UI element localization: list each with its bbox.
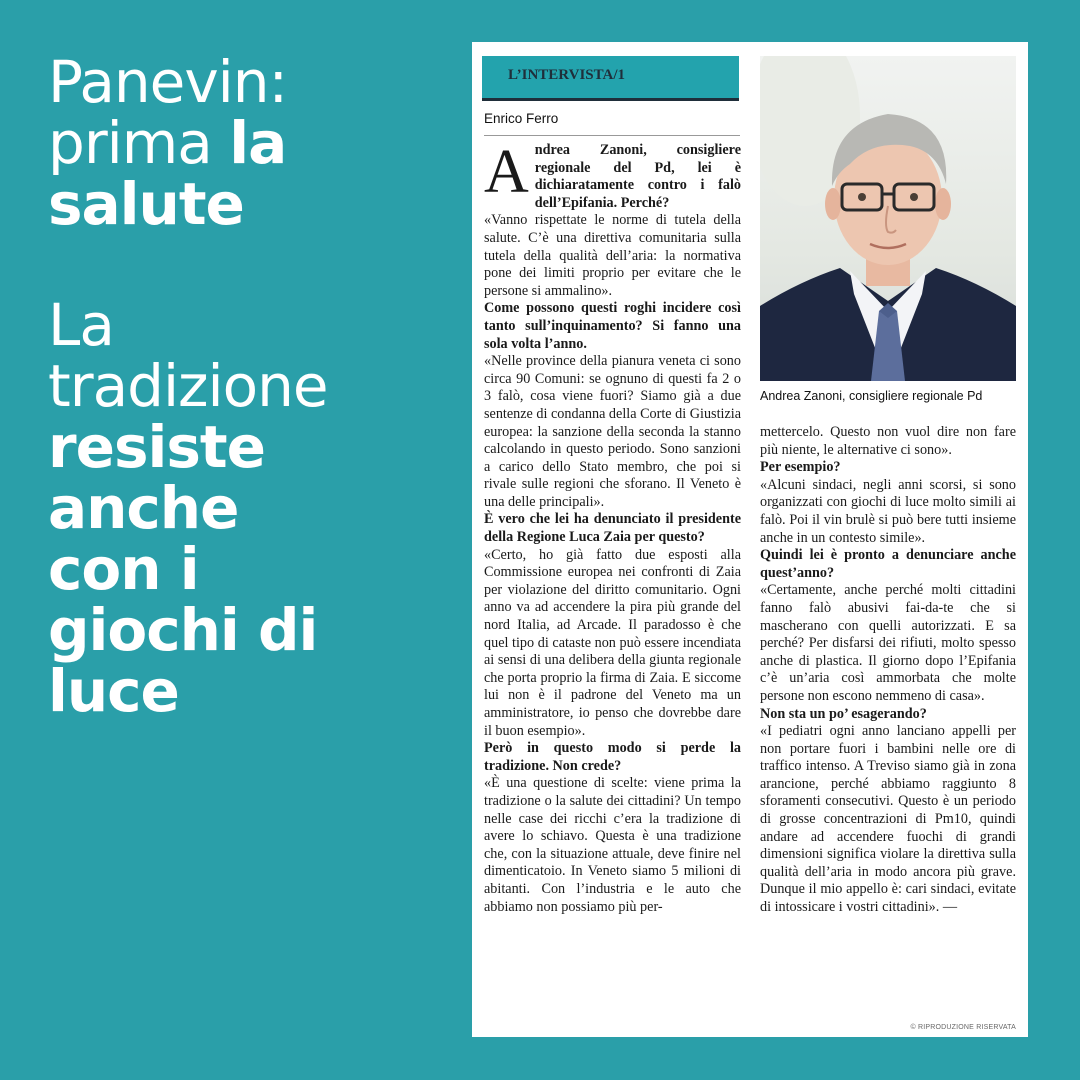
drop-cap: A [484, 138, 529, 206]
article-column-2 [760, 424, 1016, 917]
headline-line: luce [48, 657, 179, 725]
headline-line: salute [48, 170, 244, 238]
interview-kicker [482, 56, 739, 101]
headline-line: La [48, 291, 114, 359]
byline: Enrico Ferro [484, 111, 740, 136]
headline-line: con i [48, 535, 199, 603]
lead-question: ndrea Zanoni, consigliere regionale del Pd, lei è dichiaratamente contro i falò dell’Epifania. Perché? [534, 142, 741, 211]
headline-text: prima [48, 109, 230, 177]
copyright-notice: © RIPRODUZIONE RISERVATA [910, 1024, 1016, 1031]
headline-part-2 [48, 291, 448, 725]
answer: «I pediatri ogni anno lanciano appelli per non portare fuori i bambini nelle ore di traffico intenso. A Treviso siamo già in zona arancione, perché abbiamo raggiunto 8 sforamenti consecutivi. Questo è un periodo di grosse concentrazioni di Pm10, quindi andare ad accendere fuochi di grandi dimensioni significa violare la direttiva sulla qualità dell’aria in modo ancora più grave. Dunque il mio appello è: cari sindaci, evitate di intossicare i vostri cittadini». — [760, 723, 1016, 916]
answer: «Certo, ho già fatto due esposti alla Commissione europea nei confronti di Zaia per violazione del diritto comunitario. Ogni anno va ad accendere la pira più grande del nord Italia, ad Arcade. Il paradosso è che quel tipo di cataste non può essere incendiata ai sensi di una delibera della giunta regionale che porta proprio la firma di Zaia. E siccome lui non è il padrone del Veneto ma un amministratore, io penso che dovrebbe dare il buon esempio». [484, 546, 741, 739]
headline-line: anche [48, 474, 239, 542]
headline-line: tradizione [48, 352, 328, 420]
question: È vero che lei ha denunciato il presidente della Regione Luca Zaia per questo? [484, 511, 741, 546]
headline [48, 48, 448, 725]
headline-text: la [229, 109, 287, 177]
answer: «Alcuni sindaci, negli anni scorsi, si sono organizzati con giochi di luce molto simili ai falò. Poi il vin brulè si può bere tutti insieme anche in un contesto simile». [760, 476, 1016, 546]
lead-paragraph [484, 138, 741, 212]
article-column-1 [484, 138, 741, 916]
question: Non sta un po’ esagerando? [760, 705, 927, 722]
headline-line: Panevin: [48, 48, 288, 116]
question: Quindi lei è pronto a denunciare anche quest’anno? [760, 547, 1016, 581]
answer: «Certamente, anche perché molti cittadini fanno falò abusivi fai-da-te che si mascherano con quelli autorizzati. E sa perché? Per disfarsi dei rifiuti, molto spesso anche di plastica. Il giorno dopo l’Epifania c’è un’aria così ammorbata che molte persone non escono nemmeno di casa». [760, 582, 1016, 704]
answer: «Vanno rispettate le norme di tutela della salute. C’è una direttiva comunitaria sulla tutela della qualità dell’aria: la normativa pone dei limiti proprio per evitare che le persone si ammalino». [484, 212, 741, 299]
question: Però in questo modo si perde la tradizione. Non crede? [484, 740, 741, 774]
question: Per esempio? [760, 459, 841, 476]
kicker-label: L’INTERVISTA/1 [508, 67, 626, 83]
portrait-image [760, 56, 1016, 381]
headline-line: giochi di [48, 596, 318, 664]
headline-line [48, 109, 448, 177]
portrait-photo [760, 56, 1016, 381]
headline-line: resiste [48, 413, 265, 481]
answer: «È una questione di scelte: viene prima la tradizione o la salute dei cittadini? Un tempo nelle case dei ricchi c’era la tradizione di avere lo schiavo. Questa è una tradizione che, con la situazione attuale, deve finire nel dimenticatoio. In Veneto siamo 5 milioni di abitanti. Con l’industria e le auto che abbiamo non possiamo più per- [484, 775, 741, 915]
photo-caption: Andrea Zanoni, consigliere regionale Pd [760, 389, 983, 403]
newspaper-clipping [472, 42, 1028, 1037]
headline-part-1 [48, 48, 448, 238]
answer: mettercelo. Questo non vuol dire non fare più niente, le alternative ci sono». [760, 424, 1016, 458]
answer: «Nelle province della pianura veneta ci sono circa 90 Comuni: se ognuno di questi fa 2 o 3 falò, cosa viene fuori? Siamo già a due sentenze di condanna della Corte di Giustizia europea: la sanzione della seconda la stanno calcolando in questo periodo. Sono sanzioni a carico dello Stato membro, che poi si rivale sulle regioni che sforano. Il Veneto è una delle principali». [484, 353, 741, 510]
question: Come possono questi roghi incidere così tanto sull’inquinamento? Si fanno una sola volta l’anno. [484, 300, 741, 352]
